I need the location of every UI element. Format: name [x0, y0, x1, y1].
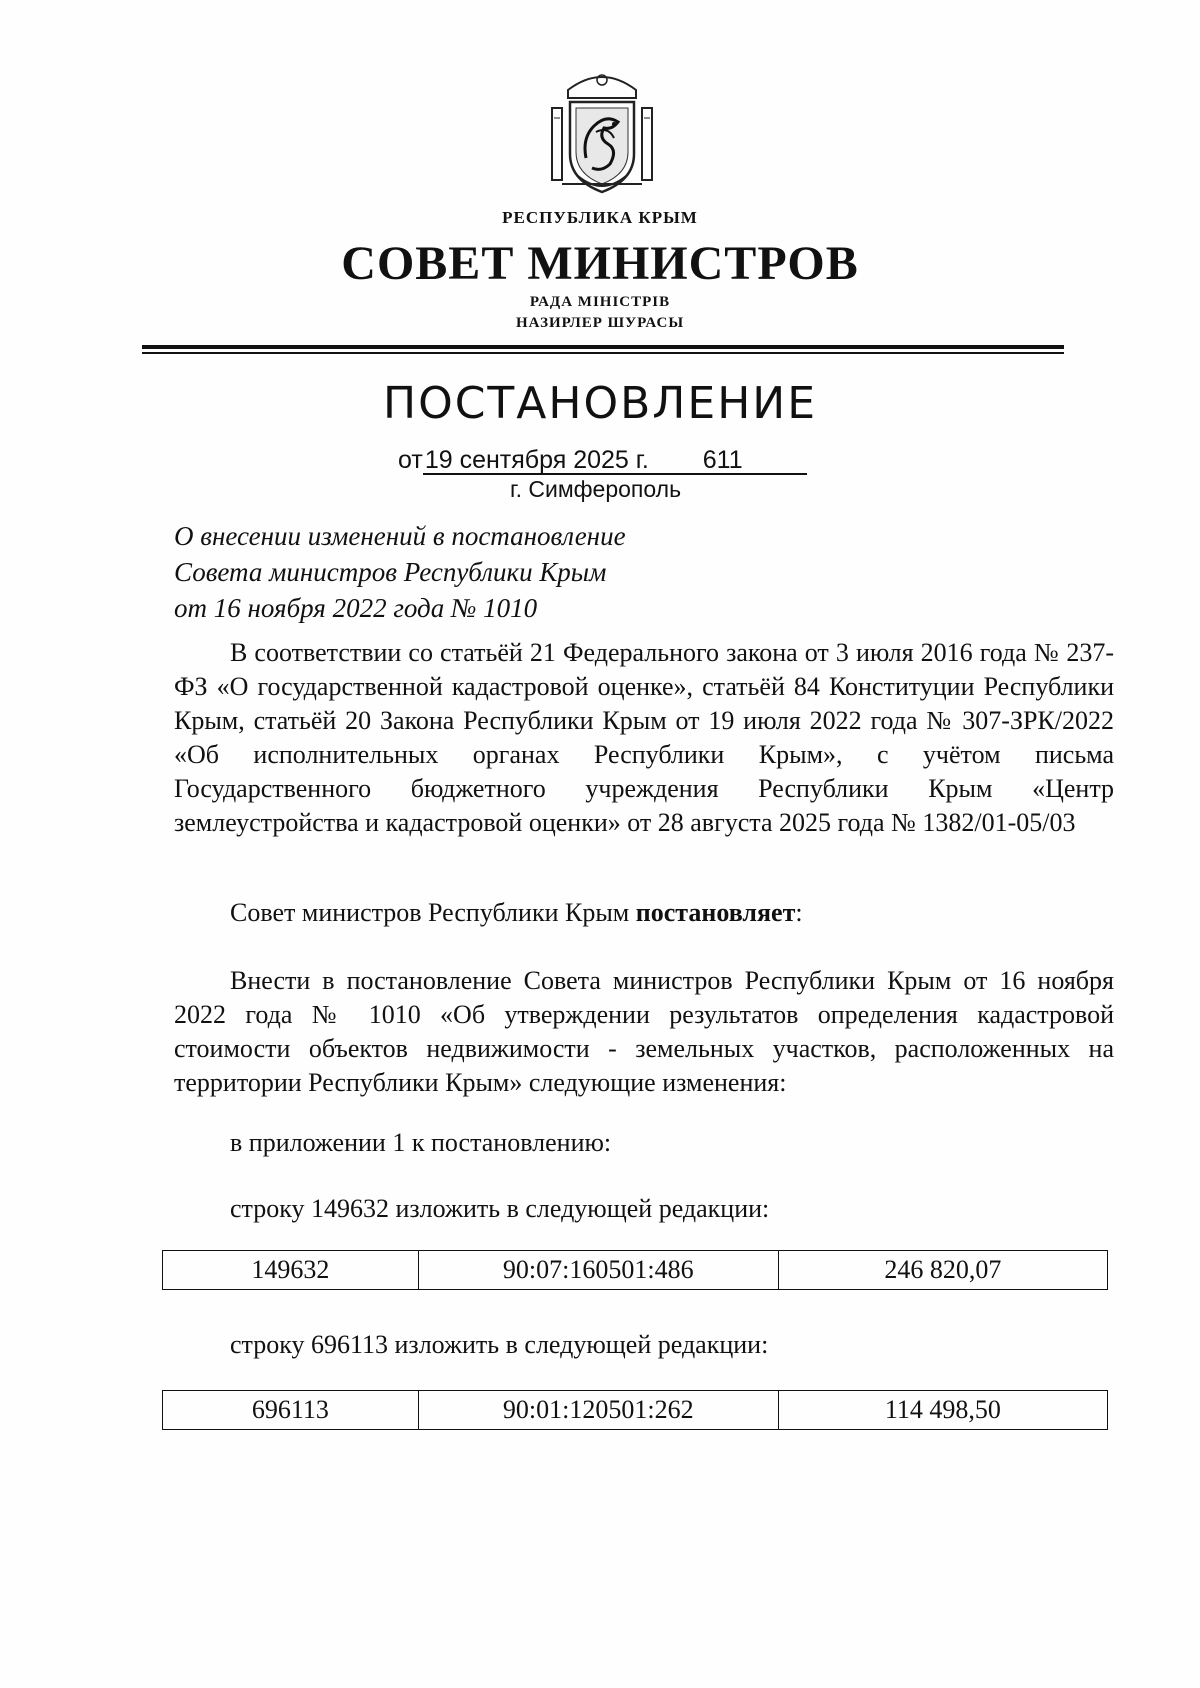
- heading-line: О внесении изменений в постановление: [174, 521, 626, 551]
- resolves-keyword: постановляет: [635, 898, 796, 927]
- heading-line: Совета министров Республики Крым: [174, 557, 607, 587]
- amendment-paragraph: Внести в постановление Совета министров Республики Крым от 16 ноября 2022 года № 1010 «Об утверждении результатов определения кадастровой стоимости объектов недвижимости - земельных участков, расположенных на территории Республики Крым» следующие изменения:: [174, 966, 1114, 1097]
- amended-row-table: [162, 1390, 1108, 1430]
- heading-line: от 16 ноября 2022 года № 1010: [174, 593, 538, 623]
- decree-city: г. Симферополь: [510, 476, 682, 502]
- table-row: [163, 1391, 1108, 1430]
- decree-heading: [174, 518, 626, 626]
- coat-of-arms-emblem-icon: [548, 68, 656, 198]
- council-name-ukrainian: РАДА МІНІСТРІВ: [529, 294, 671, 310]
- cadastral-value-cell: 114 498,50: [778, 1391, 1107, 1430]
- row-number-cell: 149632: [163, 1251, 419, 1290]
- from-label: от: [398, 446, 423, 474]
- amended-row-table: [162, 1250, 1108, 1290]
- document-type-title: ПОСТАНОВЛЕНИЕ: [382, 378, 817, 429]
- row-696113-intro: строку 696113 изложить в следующей редакции:: [230, 1330, 769, 1359]
- decree-date-line: [398, 446, 807, 475]
- date-underline: [423, 447, 807, 475]
- table-row: [163, 1251, 1108, 1290]
- council-name: СОВЕТ МИНИСТРОВ: [341, 237, 859, 290]
- header-rule-thin: [142, 352, 1064, 354]
- decree-number: 611: [702, 446, 743, 474]
- header-rule-thick: [142, 345, 1064, 349]
- resolves-prefix: Совет министров Республики Крым: [230, 898, 636, 927]
- council-name-crimean-tatar: НАЗИРЛЕР ШУРАСЫ: [515, 315, 685, 331]
- cadastral-number-cell: 90:07:160501:486: [418, 1251, 778, 1290]
- republic-name: РЕСПУБЛИКА КРЫМ: [502, 208, 698, 227]
- appendix-line: в приложении 1 к постановлению:: [230, 1128, 612, 1157]
- row-number-cell: 696113: [163, 1391, 419, 1430]
- cadastral-number-cell: 90:01:120501:262: [418, 1391, 778, 1430]
- resolves-paragraph: [174, 896, 1114, 930]
- preamble-paragraph: В соответствии со статьёй 21 Федерального закона от 3 июля 2016 года № 237-ФЗ «О государственной кадастровой оценке», статьёй 84 Конституции Республики Крым, статьёй 20 Закона Республики Крым от 19 июля 2022 года № 307-ЗРК/2022 «Об исполнительных органах Республики Крым», с учётом письма Государственного бюджетного учреждения Республики Крым «Центр землеустройства и кадастровой оценки» от 28 августа 2025 года № 1382/01-05/03: [174, 638, 1114, 837]
- decree-date: 19 сентября 2025 г.: [424, 446, 649, 474]
- row-149632-intro: строку 149632 изложить в следующей редакции:: [230, 1194, 770, 1223]
- resolves-suffix: :: [795, 898, 803, 927]
- cadastral-value-cell: 246 820,07: [778, 1251, 1107, 1290]
